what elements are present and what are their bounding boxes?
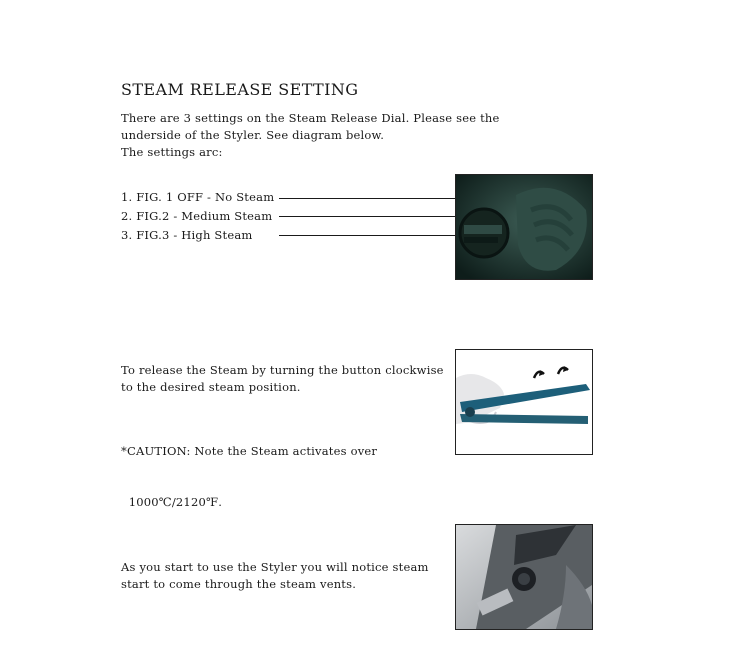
- page-title: STEAM RELEASE SETTING: [121, 80, 359, 99]
- vents-line: As you start to use the Styler you will notice steam: [121, 560, 429, 574]
- caution-paragraph: [121, 409, 377, 528]
- steam-vents-photo: [455, 524, 593, 630]
- setting-item-off: 1. FIG. 1 OFF - No Steam: [121, 190, 275, 204]
- hand-turning-styler-photo: [455, 349, 593, 455]
- caution-line: 1000℃/2120℉.: [121, 495, 223, 509]
- vents-paragraph: [121, 559, 429, 593]
- leader-line-off: [279, 198, 456, 199]
- intro-paragraph: [121, 110, 500, 161]
- steam-dial-photo: [455, 174, 593, 280]
- intro-line: underside of the Styler. See diagram below.: [121, 128, 385, 142]
- release-line: to the desired steam position.: [121, 380, 301, 394]
- intro-line: There are 3 settings on the Steam Release Dial. Please see the: [121, 111, 500, 125]
- leader-line-medium: [279, 216, 456, 217]
- setting-item-medium: 2. FIG.2 - Medium Steam: [121, 209, 273, 223]
- release-paragraph: [121, 362, 444, 396]
- leader-line-high: [279, 235, 456, 236]
- caution-line: *CAUTION: Note the Steam activates over: [121, 444, 378, 458]
- intro-line: The settings arc:: [121, 145, 223, 159]
- setting-item-high: 3. FIG.3 - High Steam: [121, 228, 253, 242]
- release-line: To release the Steam by turning the button clockwise: [121, 363, 444, 377]
- vents-line: start to come through the steam vents.: [121, 577, 357, 591]
